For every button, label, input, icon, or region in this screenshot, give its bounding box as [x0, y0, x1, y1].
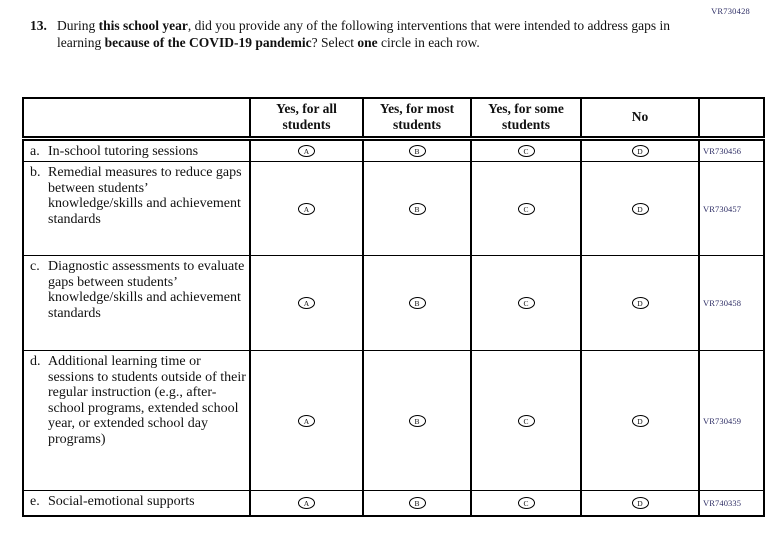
table-row-c: [23, 256, 764, 351]
row-code: VR740335: [699, 491, 764, 516]
question-text-part: ? Select: [311, 35, 358, 50]
answer-bubble-a[interactable]: A: [298, 203, 315, 215]
answer-bubble-c[interactable]: C: [518, 203, 535, 215]
table-row-b: [23, 162, 764, 256]
option-cell: [363, 491, 471, 516]
row-letter: b.: [30, 165, 41, 180]
option-cell: [471, 162, 581, 256]
option-cell: [471, 138, 581, 162]
table-header: [23, 98, 764, 138]
answer-bubble-a[interactable]: A: [298, 497, 315, 509]
header-line: students: [392, 117, 441, 133]
row-code: VR730458: [699, 256, 764, 351]
form-code-top: VR730428: [711, 6, 750, 16]
question-bold-one: one: [357, 35, 378, 50]
answer-bubble-b[interactable]: B: [409, 297, 426, 309]
header-yes-some: [471, 98, 581, 138]
answer-bubble-a[interactable]: A: [298, 297, 315, 309]
answer-bubble-a[interactable]: A: [298, 145, 315, 157]
option-cell: [471, 256, 581, 351]
question-number: 13.: [30, 18, 47, 33]
header-yes-all: [250, 98, 363, 138]
answer-bubble-a[interactable]: A: [298, 415, 315, 427]
option-cell: [363, 138, 471, 162]
row-letter: c.: [30, 259, 40, 274]
option-cell: [363, 162, 471, 256]
question-13: [30, 17, 690, 51]
option-cell: [471, 351, 581, 491]
row-label: Remedial measures to reduce gaps between students’ knowledge/skills and achievement standards: [48, 165, 242, 227]
table-row-d: [23, 351, 764, 491]
row-label-cell: [23, 162, 250, 256]
table-row-e: [23, 491, 764, 516]
row-label-cell: [23, 351, 250, 491]
question-bold-covid: because of the COVID-19 pandemic: [104, 35, 312, 50]
answer-bubble-d[interactable]: D: [632, 297, 649, 309]
table-row-a: [23, 138, 764, 162]
header-line: No: [631, 109, 649, 125]
row-code: VR730456: [699, 138, 764, 162]
question-text: [57, 17, 685, 51]
row-code: VR730457: [699, 162, 764, 256]
header-empty-label-col: [23, 98, 250, 138]
row-letter: d.: [30, 354, 41, 369]
question-text-part: During: [57, 18, 99, 33]
row-label: In-school tutoring sessions: [48, 143, 199, 159]
interventions-table: [22, 97, 765, 517]
answer-bubble-b[interactable]: B: [409, 145, 426, 157]
answer-bubble-c[interactable]: C: [518, 297, 535, 309]
answer-bubble-d[interactable]: D: [632, 497, 649, 509]
option-cell: [581, 351, 699, 491]
question-text-part: circle in each row.: [377, 35, 480, 50]
answer-bubble-d[interactable]: D: [632, 145, 649, 157]
row-label: Social-emotional supports: [48, 494, 195, 509]
option-cell: [250, 138, 363, 162]
row-label-cell: [23, 491, 250, 516]
answer-bubble-d[interactable]: D: [632, 415, 649, 427]
option-cell: [581, 162, 699, 256]
header-line: students: [501, 117, 550, 133]
header-line: Yes, for all: [276, 101, 337, 117]
option-cell: [471, 491, 581, 516]
option-cell: [581, 491, 699, 516]
row-letter: e.: [30, 494, 40, 509]
row-label-cell: [23, 256, 250, 351]
option-cell: [363, 256, 471, 351]
answer-bubble-b[interactable]: B: [409, 415, 426, 427]
header-code-col: [699, 98, 764, 138]
answer-bubble-c[interactable]: C: [518, 497, 535, 509]
row-letter: a.: [30, 143, 40, 159]
answer-bubble-b[interactable]: B: [409, 203, 426, 215]
option-cell: [250, 162, 363, 256]
header-no: [581, 98, 699, 138]
header-line: Yes, for most: [379, 101, 455, 117]
answer-bubble-c[interactable]: C: [518, 145, 535, 157]
answer-bubble-d[interactable]: D: [632, 203, 649, 215]
question-bold-this-school-year: this school year: [98, 18, 188, 33]
option-cell: [250, 491, 363, 516]
header-line: students: [282, 117, 331, 133]
question-text-part: , did you provide any of the following interventions that were intended to address gaps in learning: [57, 18, 671, 50]
row-label-cell: [23, 138, 250, 162]
header-line: Yes, for some: [488, 101, 564, 117]
option-cell: [581, 256, 699, 351]
row-label: Diagnostic assessments to evaluate gaps between students’ knowledge/skills and achievement standards: [48, 259, 245, 321]
answer-bubble-b[interactable]: B: [409, 497, 426, 509]
row-label: Additional learning time or sessions to students outside of their regular instruction (e.g., after-school programs, extended school year, or extended school day programs): [48, 354, 246, 447]
option-cell: [250, 256, 363, 351]
option-cell: [363, 351, 471, 491]
option-cell: [581, 138, 699, 162]
option-cell: [250, 351, 363, 491]
row-code: VR730459: [699, 351, 764, 491]
answer-bubble-c[interactable]: C: [518, 415, 535, 427]
header-yes-most: [363, 98, 471, 138]
